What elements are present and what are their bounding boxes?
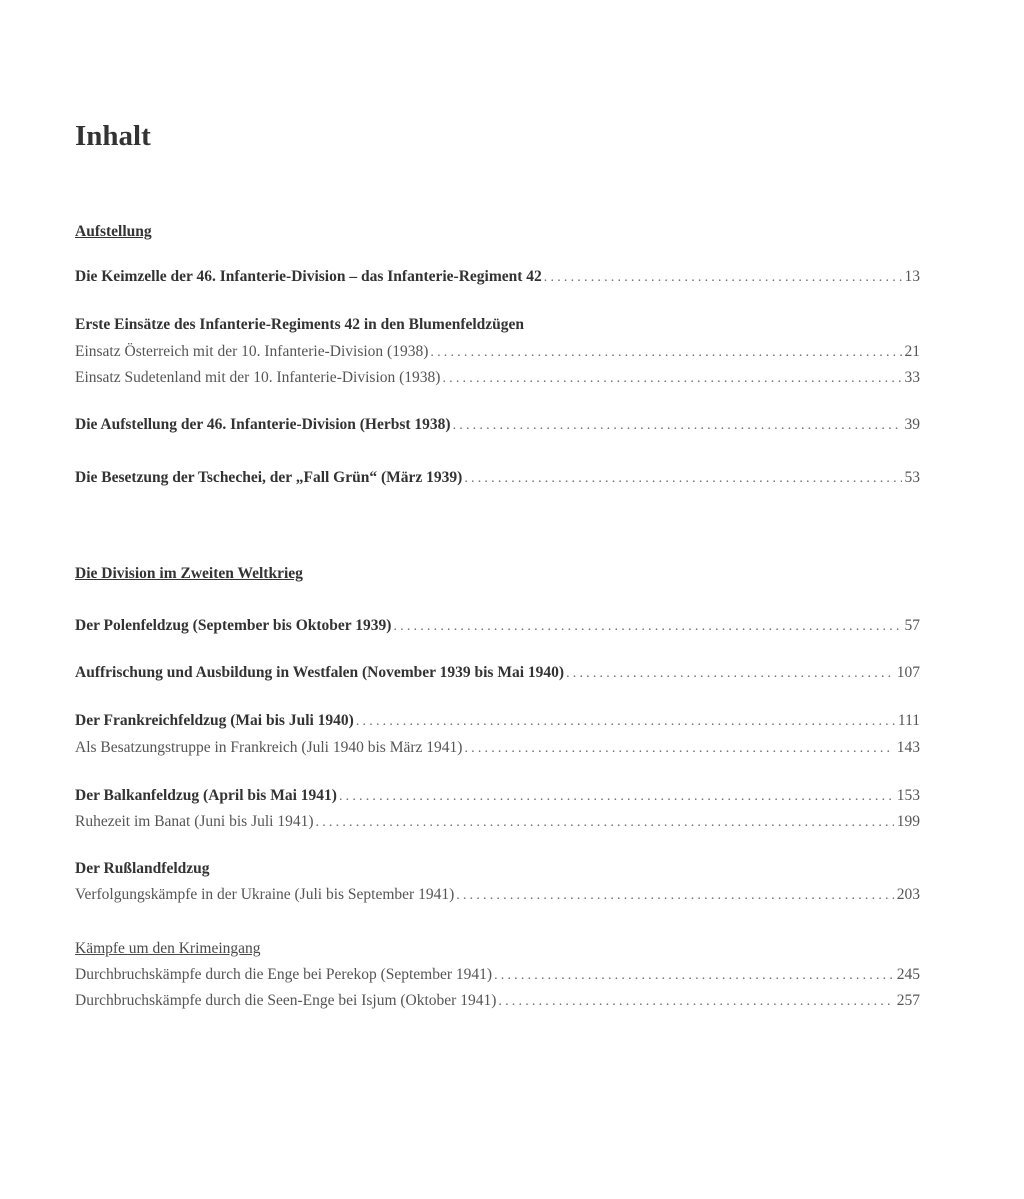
- dot-leader: [464, 469, 901, 489]
- dot-leader: [393, 617, 901, 637]
- dot-leader: [544, 268, 902, 288]
- toc-entry-page: 39: [904, 416, 920, 433]
- toc-entry-page: 13: [904, 268, 920, 285]
- toc-entry: [75, 786, 920, 807]
- toc-entry: [75, 415, 920, 436]
- dot-leader: [430, 343, 901, 363]
- toc-entry: [75, 342, 920, 363]
- toc-entry-title: Der Balkanfeldzug (April bis Mai 1941): [75, 787, 337, 804]
- toc-entry-title: Verfolgungskämpfe in der Ukraine (Juli bis September 1941): [75, 886, 455, 903]
- toc-entry-title: Einsatz Sudetenland mit der 10. Infanterie-Division (1938): [75, 369, 441, 386]
- toc-entry-title: Einsatz Österreich mit der 10. Infanterie-Division (1938): [75, 343, 429, 360]
- toc-entry-title: Die Aufstellung der 46. Infanterie-Division (Herbst 1938): [75, 416, 451, 433]
- toc-entry-page: 53: [904, 469, 920, 486]
- toc-entry-page: 257: [896, 992, 920, 1009]
- toc-entry-title: Der Frankreichfeldzug (Mai bis Juli 1940): [75, 712, 354, 729]
- dot-leader: [356, 712, 895, 732]
- toc-entry-page: 33: [904, 369, 920, 386]
- dot-leader: [494, 966, 894, 986]
- toc-entry: [75, 267, 920, 288]
- toc-entry: [75, 965, 920, 986]
- toc-group-title: Erste Einsätze des Infanterie-Regiments 42 in den Blumenfeldzügen: [75, 316, 525, 333]
- toc-entry: [75, 468, 920, 489]
- dot-leader: [464, 739, 893, 759]
- toc-entry-title: Als Besatzungstruppe in Frankreich (Juli 1940 bis März 1941): [75, 739, 463, 756]
- toc-entry-title: Die Keimzelle der 46. Infanterie-Division – das Infanterie-Regiment 42: [75, 268, 542, 285]
- toc-entry-page: 203: [896, 886, 920, 903]
- toc-entry-title: Ruhezeit im Banat (Juni bis Juli 1941): [75, 813, 314, 830]
- toc-entry-page: 153: [896, 787, 920, 804]
- dot-leader: [498, 992, 893, 1012]
- toc-entry-page: 245: [896, 966, 920, 983]
- toc-entry-page: 111: [897, 712, 920, 729]
- toc-entry: [75, 711, 920, 732]
- dot-leader: [339, 787, 894, 807]
- toc-entry: [75, 991, 920, 1012]
- toc-entry-page: 143: [896, 739, 920, 756]
- section-heading-aufstellung: Aufstellung: [75, 223, 152, 240]
- toc-entry-page: 199: [896, 813, 920, 830]
- toc-group-title: Der Rußlandfeldzug: [75, 860, 210, 877]
- toc-entry-title: Durchbruchskämpfe durch die Enge bei Perekop (September 1941): [75, 966, 493, 983]
- toc-entry: [75, 885, 920, 906]
- toc-entry-title: Der Polenfeldzug (September bis Oktober 1939): [75, 617, 392, 634]
- page-title: Inhalt: [75, 120, 151, 152]
- toc-entry: [75, 616, 920, 637]
- toc-entry: [75, 738, 920, 759]
- toc-entry-title: Durchbruchskämpfe durch die Seen-Enge bei Isjum (Oktober 1941): [75, 992, 497, 1009]
- toc-entry-title: Die Besetzung der Tschechei, der „Fall Grün“ (März 1939): [75, 469, 463, 486]
- section-heading-division: Die Division im Zweiten Weltkrieg: [75, 565, 303, 582]
- dot-leader: [456, 886, 894, 906]
- toc-entry: [75, 663, 920, 684]
- dot-leader: [442, 369, 901, 389]
- toc-entry-page: 107: [896, 664, 920, 681]
- toc-entry: [75, 812, 920, 833]
- toc-sub-heading: Kämpfe um den Krimeingang: [75, 940, 261, 957]
- toc-entry: [75, 368, 920, 389]
- dot-leader: [453, 416, 902, 436]
- toc-entry-title: Auffrischung und Ausbildung in Westfalen (November 1939 bis Mai 1940): [75, 664, 565, 681]
- toc-entry-page: 57: [904, 617, 920, 634]
- dot-leader: [566, 664, 894, 684]
- toc-entry-page: 21: [904, 343, 920, 360]
- dot-leader: [316, 813, 894, 833]
